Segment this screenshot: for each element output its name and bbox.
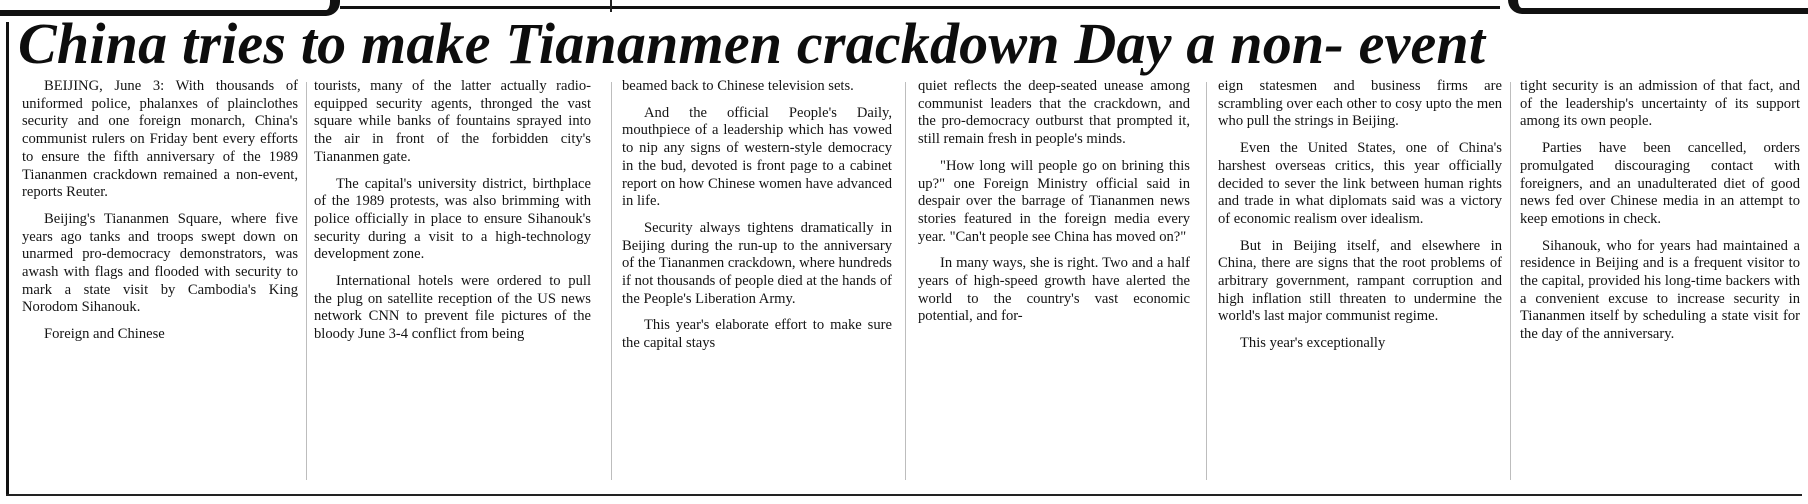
paragraph: Sihanouk, who for years had maintained a residence in Beijing and is a frequent visitor to the capital, provided his long-time backers with a convenient excuse to increase security in Tiananmen itself by scheduling a state visit for the day of the anniversary. xyxy=(1520,237,1800,343)
paragraph: Even the United States, one of China's harshest overseas critics, this year officially decided to sever the link between human rights and trade in what diplomats said was a victory of economic realism over idealism. xyxy=(1218,140,1502,227)
paragraph: Foreign and Chinese xyxy=(44,326,165,343)
paragraph: Beijing's Tiananmen Square, where five years ago tanks and troops swept down on unarmed pro-democracy demonstrators, was awash with flags and flooded with security to mark a state visit by Cambodia's King Norodom Sihanouk. xyxy=(22,210,298,316)
column-rule xyxy=(1206,82,1207,480)
paragraph: eign statesmen and business firms are scrambling over each other to cosy upto the men who pull the strings in Beijing. xyxy=(1218,78,1502,130)
article-column-6 xyxy=(1520,78,1800,482)
headline: China tries to make Tiananmen crackdown Day a non- event xyxy=(18,11,1486,76)
paragraph: "How long will people go on brining this up?" one Foreign Ministry official said in despair over the barrage of Tiananmen news stories featured in the foreign media every year. "Can't people see China has moved on?" xyxy=(918,157,1190,245)
paragraph: And the official People's Daily, mouthpiece of a leadership which has vowed to nip any signs of western-style democracy in the bud, devoted is front page to a cabinet report on how Chinese women have advanced in life. xyxy=(622,104,892,210)
paragraph: quiet reflects the deep-seated unease among communist leaders that the crackdown, and the pro-democracy outburst that prompted it, still remain fresh in people's minds. xyxy=(918,78,1190,148)
article-column-1 xyxy=(22,78,298,482)
paragraph: This year's elaborate effort to make sure the capital stays xyxy=(622,317,892,352)
column-rule xyxy=(611,82,612,480)
paragraph: tight security is an admission of that fact, and of the leadership's uncertainty of its support among its own people. xyxy=(1520,78,1800,130)
paragraph: BEIJING, June 3: With thousands of uniformed police, phalanxes of plainclothes security and one foreign monarch, China's communist rulers on Friday bent every efforts to ensure the fifth anniversary of the 1989 Tiananmen crackdown remained a non-event, reports Reuter. xyxy=(22,78,298,201)
column-rule xyxy=(905,82,906,480)
article-column-4 xyxy=(918,78,1190,482)
column-rule xyxy=(1510,82,1511,480)
article-column-3 xyxy=(622,78,892,482)
paragraph: In many ways, she is right. Two and a half years of high-speed growth have alerted the world to the country's vast economic potential, and for- xyxy=(918,255,1190,325)
paragraph: Parties have been cancelled, orders promulgated discouraging contact with foreigners, and an unadulterated diet of good news fed over Chinese media in an attempt to keep emotions in check. xyxy=(1520,140,1800,227)
paragraph: The capital's university district, birthplace of the 1989 protests, was also brimming with police officially in place to ensure Sihanouk's security during a visit to a high-technology development zone. xyxy=(314,175,591,263)
article-column-2 xyxy=(314,78,591,482)
paragraph: But in Beijing itself, and elsewhere in China, there are signs that the root problems of arbitrary government, rampant corruption and high inflation still threaten to undermine the world's last major communist regime. xyxy=(1218,237,1502,325)
paragraph: tourists, many of the latter actually radio-equipped security agents, thronged the vast square while banks of fountains sprayed into the air in front of the forbidden city's Tiananmen gate. xyxy=(314,78,591,165)
article-column-5 xyxy=(1218,78,1502,482)
bottom-rule xyxy=(6,494,1802,496)
top-rule xyxy=(340,6,1500,9)
paragraph: This year's exceptionally xyxy=(1240,335,1386,352)
paragraph: International hotels were ordered to pull the plug on satellite reception of the US news network CNN to prevent file pictures of the bloody June 3-4 conflict from being xyxy=(314,273,591,343)
paragraph: Security always tightens dramatically in Beijing during the run-up to the anniversary of the Tiananmen crackdown, where hundreds if not thousands of people died at the hands of the People's Liberation Army. xyxy=(622,219,892,307)
column-rule xyxy=(306,82,307,480)
left-frame-rule xyxy=(6,22,9,494)
paragraph: beamed back to Chinese television sets. xyxy=(622,78,854,94)
